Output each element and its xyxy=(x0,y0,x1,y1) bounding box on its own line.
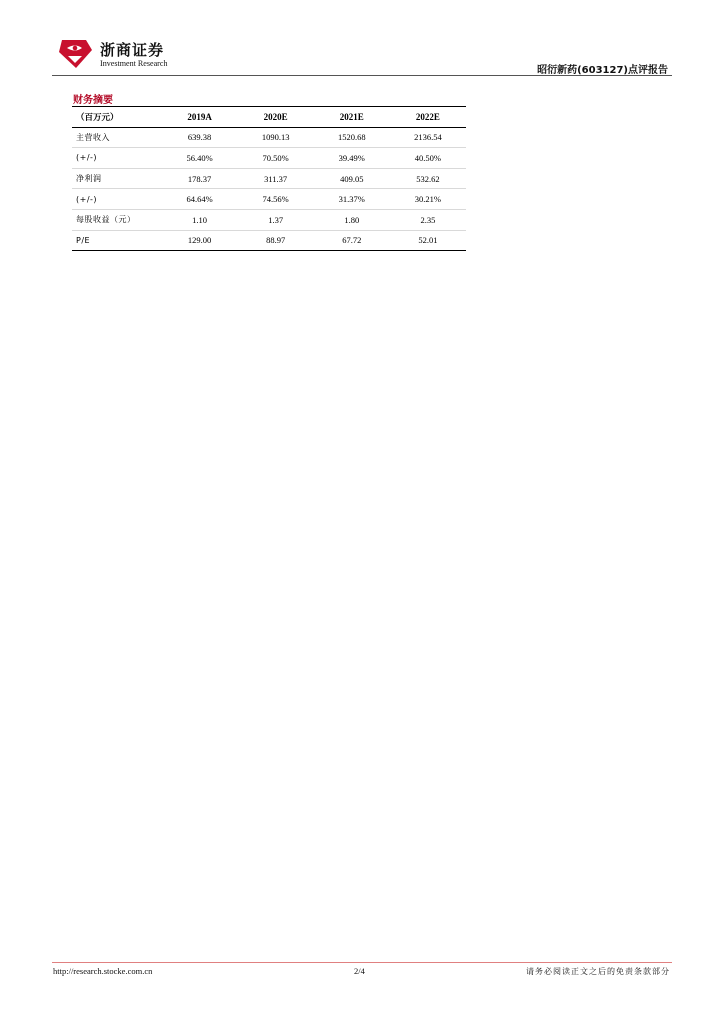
column-header: （百万元） xyxy=(72,107,162,128)
table-cell: 639.38 xyxy=(162,127,238,148)
footer-disclaimer: 请务必阅读正文之后的免责条款部分 xyxy=(526,967,670,976)
logo-chinese-text: 浙商证券 xyxy=(100,41,165,59)
table-cell: 70.50% xyxy=(238,148,314,169)
table-cell: 1090.13 xyxy=(238,127,314,148)
table-cell: 30.21% xyxy=(390,189,466,210)
company-logo xyxy=(56,36,168,72)
column-header: 2021E xyxy=(314,107,390,128)
footer-url-link[interactable]: http://research.stocke.com.cn xyxy=(53,966,153,976)
table-row xyxy=(72,168,466,189)
table-cell: 64.64% xyxy=(162,189,238,210)
table-cell: 67.72 xyxy=(314,230,390,251)
table-cell: 311.37 xyxy=(238,168,314,189)
table-cell: 88.97 xyxy=(238,230,314,251)
table-cell: 178.37 xyxy=(162,168,238,189)
column-header: 2020E xyxy=(238,107,314,128)
table-cell: 1.37 xyxy=(238,209,314,230)
table-cell: 74.56% xyxy=(238,189,314,210)
row-label: P/E xyxy=(72,230,162,251)
table-header-row xyxy=(72,107,466,128)
row-label: 主营收入 xyxy=(72,127,162,148)
table-cell: 1520.68 xyxy=(314,127,390,148)
table-row xyxy=(72,209,466,230)
row-label: 每股收益（元） xyxy=(72,209,162,230)
table-row xyxy=(72,148,466,169)
table-row xyxy=(72,127,466,148)
table-cell: 31.37% xyxy=(314,189,390,210)
table-row xyxy=(72,230,466,251)
logo-emblem-icon xyxy=(56,36,96,70)
page-number: 2/4 xyxy=(354,966,365,976)
row-label: 净利润 xyxy=(72,168,162,189)
row-label: (+/-) xyxy=(72,148,162,169)
section-title: 财务摘要 xyxy=(73,95,113,106)
table-cell: 52.01 xyxy=(390,230,466,251)
table-cell: 2136.54 xyxy=(390,127,466,148)
column-header: 2019A xyxy=(162,107,238,128)
logo-english-text: Investment Research xyxy=(100,58,168,68)
table-cell: 409.05 xyxy=(314,168,390,189)
table-cell: 39.49% xyxy=(314,148,390,169)
table-cell: 1.80 xyxy=(314,209,390,230)
table-cell: 2.35 xyxy=(390,209,466,230)
header-divider xyxy=(52,75,672,76)
footer-divider xyxy=(52,962,672,963)
table-row xyxy=(72,189,466,210)
row-label: (+/-) xyxy=(72,189,162,210)
financial-summary-table xyxy=(72,106,466,251)
table-cell: 129.00 xyxy=(162,230,238,251)
table-cell: 56.40% xyxy=(162,148,238,169)
table-cell: 532.62 xyxy=(390,168,466,189)
table-cell: 1.10 xyxy=(162,209,238,230)
report-title: 昭衍新药(603127)点评报告 xyxy=(537,65,668,76)
column-header: 2022E xyxy=(390,107,466,128)
table-cell: 40.50% xyxy=(390,148,466,169)
